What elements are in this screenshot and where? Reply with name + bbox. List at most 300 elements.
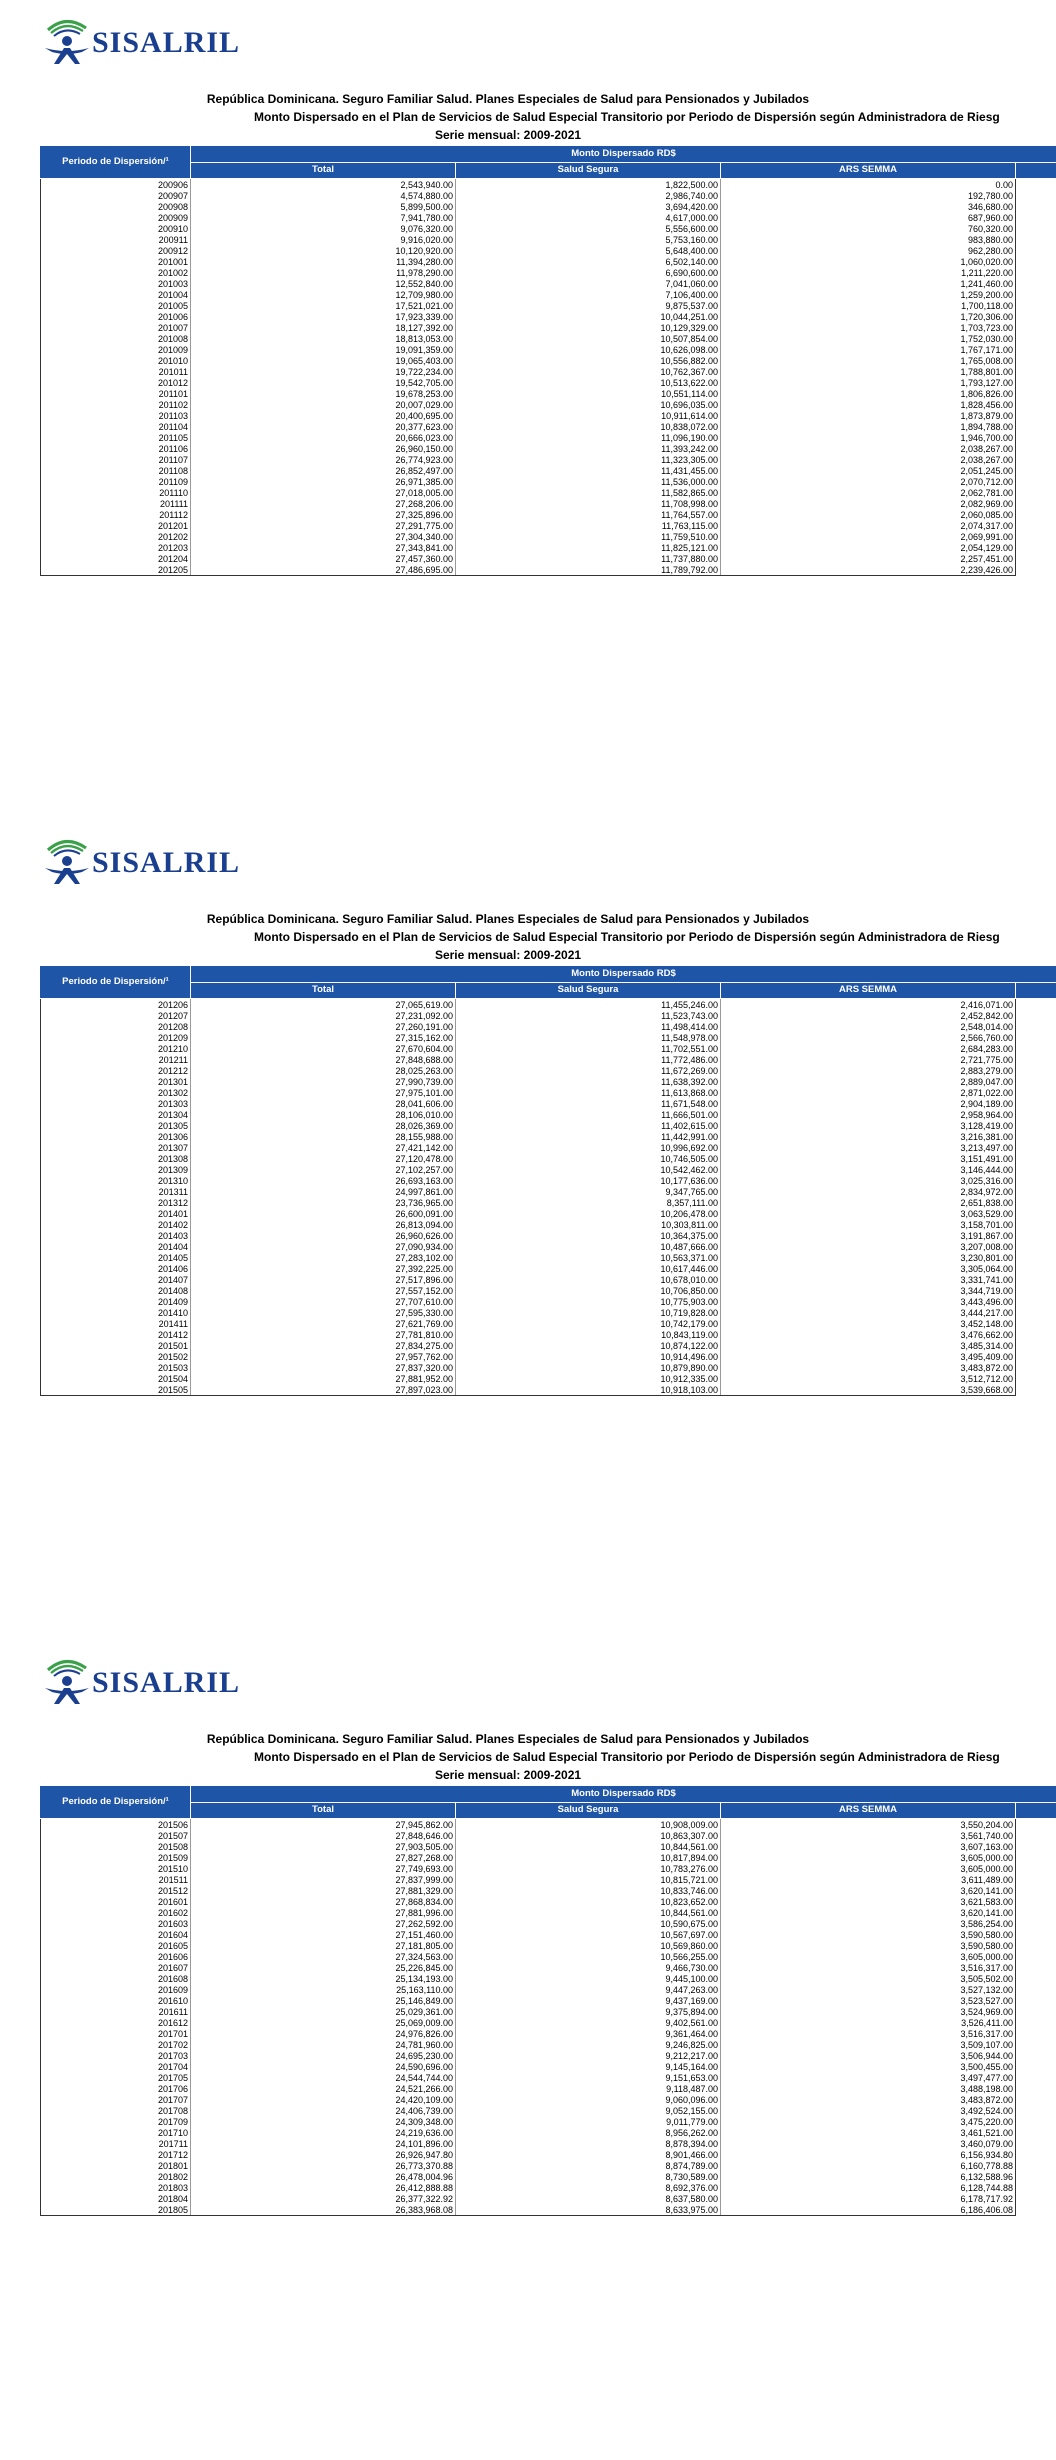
- ars-semma-cell: 1,241,460.00: [721, 278, 1016, 289]
- total-cell: 28,025,263.00: [191, 1065, 456, 1076]
- total-cell: 27,457,360.00: [191, 553, 456, 564]
- salud-segura-cell: 5,556,600.00: [456, 223, 721, 234]
- total-cell: 20,666,023.00: [191, 432, 456, 443]
- period-cell: 201006: [41, 311, 191, 322]
- period-cell: 201206: [41, 999, 191, 1011]
- ars-semma-cell: 3,158,701.00: [721, 1219, 1016, 1230]
- table-row: [41, 410, 1056, 421]
- salud-segura-cell: 10,551,114.00: [456, 388, 721, 399]
- total-cell: 27,557,152.00: [191, 1285, 456, 1296]
- salud-segura-cell: 10,817,894.00: [456, 1852, 721, 1863]
- total-cell: 24,219,636.00: [191, 2127, 456, 2138]
- salud-segura-cell: 10,762,367.00: [456, 366, 721, 377]
- col-group-amount: Monto Dispersado RD$: [191, 1786, 1056, 1803]
- ars-semma-cell: 3,444,217.00: [721, 1307, 1016, 1318]
- total-cell: 27,749,693.00: [191, 1863, 456, 1874]
- table-row: [41, 1153, 1056, 1164]
- period-cell: 201406: [41, 1263, 191, 1274]
- period-cell: 201007: [41, 322, 191, 333]
- salud-segura-cell: 10,696,035.00: [456, 399, 721, 410]
- salud-segura-cell: 10,487,666.00: [456, 1241, 721, 1252]
- total-cell: 26,377,322.92: [191, 2193, 456, 2204]
- ars-semma-cell: 3,497,477.00: [721, 2072, 1016, 2083]
- table-row: [41, 245, 1056, 256]
- salud-segura-cell: 8,637,580.00: [456, 2193, 721, 2204]
- ars-semma-cell: 3,483,872.00: [721, 1362, 1016, 1373]
- period-cell: 201510: [41, 1863, 191, 1874]
- period-cell: 201604: [41, 1929, 191, 1940]
- salud-segura-cell: 10,719,828.00: [456, 1307, 721, 1318]
- total-cell: 26,960,626.00: [191, 1230, 456, 1241]
- table-row: [41, 311, 1056, 322]
- col-period: Periodo de Dispersión/¹: [41, 146, 191, 179]
- table-row: [41, 289, 1056, 300]
- salud-segura-cell: 10,556,882.00: [456, 355, 721, 366]
- col-salud-segura: Salud Segura: [456, 162, 721, 179]
- table-row: [41, 1164, 1056, 1175]
- total-cell: 27,392,225.00: [191, 1263, 456, 1274]
- period-cell: 201209: [41, 1032, 191, 1043]
- salud-segura-cell: 8,878,394.00: [456, 2138, 721, 2149]
- ars-semma-cell: 1,828,456.00: [721, 399, 1016, 410]
- salud-segura-cell: 11,789,792.00: [456, 564, 721, 576]
- period-cell: 201011: [41, 366, 191, 377]
- period-cell: 201009: [41, 344, 191, 355]
- total-cell: 12,709,980.00: [191, 289, 456, 300]
- period-cell: 201702: [41, 2039, 191, 2050]
- ars-semma-cell: 3,605,000.00: [721, 1863, 1016, 1874]
- total-cell: 27,707,610.00: [191, 1296, 456, 1307]
- table-row: [41, 234, 1056, 245]
- report-series: Serie mensual: 2009-2021: [0, 127, 1016, 143]
- ars-semma-cell: 2,062,781.00: [721, 487, 1016, 498]
- table-row: [41, 2160, 1056, 2171]
- salud-segura-cell: 11,455,246.00: [456, 999, 721, 1011]
- table-row: [41, 377, 1056, 388]
- ars-semma-cell: 3,621,583.00: [721, 1896, 1016, 1907]
- sisalril-emblem-icon: [42, 834, 92, 886]
- period-cell: 201107: [41, 454, 191, 465]
- ars-semma-cell: 3,216,381.00: [721, 1131, 1016, 1142]
- ars-semma-cell: 1,873,879.00: [721, 410, 1016, 421]
- salud-segura-cell: 6,502,140.00: [456, 256, 721, 267]
- total-cell: 19,065,403.00: [191, 355, 456, 366]
- table-row: [41, 443, 1056, 454]
- total-cell: 26,813,094.00: [191, 1219, 456, 1230]
- ars-semma-cell: 1,259,200.00: [721, 289, 1016, 300]
- dispersion-table: [40, 145, 1056, 576]
- ars-semma-cell: 3,483,872.00: [721, 2094, 1016, 2105]
- ars-semma-cell: 2,051,245.00: [721, 465, 1016, 476]
- salud-segura-cell: 10,914,496.00: [456, 1351, 721, 1362]
- period-cell: 201109: [41, 476, 191, 487]
- ars-semma-cell: 3,527,132.00: [721, 1984, 1016, 1995]
- table-row: [41, 1109, 1056, 1120]
- salud-segura-cell: 10,844,561.00: [456, 1841, 721, 1852]
- total-cell: 25,146,849.00: [191, 1995, 456, 2006]
- ars-semma-cell: 2,038,267.00: [721, 454, 1016, 465]
- ars-semma-cell: 3,151,491.00: [721, 1153, 1016, 1164]
- table-row: [41, 201, 1056, 212]
- salud-segura-cell: 3,694,420.00: [456, 201, 721, 212]
- table-row: [41, 267, 1056, 278]
- report-title: República Dominicana. Seguro Familiar Salud. Planes Especiales de Salud para Pensionados y Jubilados: [0, 911, 1016, 927]
- table-row: [41, 1076, 1056, 1087]
- total-cell: 27,283,102.00: [191, 1252, 456, 1263]
- total-cell: 27,102,257.00: [191, 1164, 456, 1175]
- salud-segura-cell: 10,746,505.00: [456, 1153, 721, 1164]
- salud-segura-cell: 5,753,160.00: [456, 234, 721, 245]
- table-row: [41, 1973, 1056, 1984]
- period-cell: 201408: [41, 1285, 191, 1296]
- salud-segura-cell: 9,361,464.00: [456, 2028, 721, 2039]
- period-cell: 201611: [41, 2006, 191, 2017]
- period-cell: 201304: [41, 1109, 191, 1120]
- ars-semma-cell: 3,505,502.00: [721, 1973, 1016, 1984]
- ars-semma-cell: 2,054,129.00: [721, 542, 1016, 553]
- total-cell: 25,069,009.00: [191, 2017, 456, 2028]
- col-ars-semma: ARS SEMMA: [721, 1802, 1016, 1819]
- brand-name: SISALRIL: [92, 28, 240, 58]
- period-cell: 201104: [41, 421, 191, 432]
- salud-segura-cell: 11,672,269.00: [456, 1065, 721, 1076]
- period-cell: 201505: [41, 1384, 191, 1396]
- total-cell: 27,304,340.00: [191, 531, 456, 542]
- table-row: [41, 2105, 1056, 2116]
- ars-semma-cell: 3,128,419.00: [721, 1120, 1016, 1131]
- table-row: [41, 454, 1056, 465]
- salud-segura-cell: 9,151,653.00: [456, 2072, 721, 2083]
- total-cell: 18,127,392.00: [191, 322, 456, 333]
- period-cell: 201410: [41, 1307, 191, 1318]
- table-row: [41, 476, 1056, 487]
- salud-segura-cell: 10,874,122.00: [456, 1340, 721, 1351]
- total-cell: 27,260,191.00: [191, 1021, 456, 1032]
- ars-semma-cell: 3,443,496.00: [721, 1296, 1016, 1307]
- table-row: [41, 1362, 1056, 1373]
- total-cell: 28,106,010.00: [191, 1109, 456, 1120]
- period-cell: 201010: [41, 355, 191, 366]
- period-cell: 201712: [41, 2149, 191, 2160]
- period-cell: 201101: [41, 388, 191, 399]
- salud-segura-cell: 11,523,743.00: [456, 1010, 721, 1021]
- total-cell: 25,226,845.00: [191, 1962, 456, 1973]
- ars-semma-cell: 2,069,991.00: [721, 531, 1016, 542]
- salud-segura-cell: 10,678,010.00: [456, 1274, 721, 1285]
- table-row: [41, 1274, 1056, 1285]
- ars-semma-cell: 6,160,778.88: [721, 2160, 1016, 2171]
- col-period: Periodo de Dispersión/¹: [41, 1786, 191, 1819]
- ars-semma-cell: 1,788,801.00: [721, 366, 1016, 377]
- table-row: [41, 1252, 1056, 1263]
- period-cell: 201207: [41, 1010, 191, 1021]
- total-cell: 27,897,023.00: [191, 1384, 456, 1396]
- period-cell: 201303: [41, 1098, 191, 1109]
- salud-segura-cell: 10,911,614.00: [456, 410, 721, 421]
- salud-segura-cell: 9,437,169.00: [456, 1995, 721, 2006]
- period-cell: 200911: [41, 234, 191, 245]
- period-cell: 201603: [41, 1918, 191, 1929]
- table-row: [41, 366, 1056, 377]
- period-cell: 200910: [41, 223, 191, 234]
- total-cell: 27,957,762.00: [191, 1351, 456, 1362]
- salud-segura-cell: 11,638,392.00: [456, 1076, 721, 1087]
- table-row: [41, 520, 1056, 531]
- ars-semma-cell: 2,566,760.00: [721, 1032, 1016, 1043]
- ars-semma-cell: 2,070,712.00: [721, 476, 1016, 487]
- col-total: Total: [191, 982, 456, 999]
- ars-semma-cell: 3,539,668.00: [721, 1384, 1016, 1396]
- table-row: [41, 1841, 1056, 1852]
- col-group-amount: Monto Dispersado RD$: [191, 146, 1056, 163]
- ars-semma-cell: 1,211,220.00: [721, 267, 1016, 278]
- period-cell: 201501: [41, 1340, 191, 1351]
- salud-segura-cell: 11,763,115.00: [456, 520, 721, 531]
- table-row: [41, 1995, 1056, 2006]
- col-ars-semma: ARS SEMMA: [721, 162, 1016, 179]
- ars-semma-cell: 3,485,314.00: [721, 1340, 1016, 1351]
- total-cell: 27,945,862.00: [191, 1819, 456, 1831]
- ars-semma-cell: 687,960.00: [721, 212, 1016, 223]
- ars-semma-cell: 346,680.00: [721, 201, 1016, 212]
- table-row: [41, 1296, 1056, 1307]
- total-cell: 26,383,968.08: [191, 2204, 456, 2216]
- period-cell: 201412: [41, 1329, 191, 1340]
- report-page-1: [0, 0, 1056, 820]
- total-cell: 27,421,142.00: [191, 1142, 456, 1153]
- salud-segura-cell: 11,671,548.00: [456, 1098, 721, 1109]
- salud-segura-cell: 9,212,217.00: [456, 2050, 721, 2061]
- period-cell: 201711: [41, 2138, 191, 2149]
- table-row: [41, 1874, 1056, 1885]
- salud-segura-cell: 11,536,000.00: [456, 476, 721, 487]
- table-row: [41, 2171, 1056, 2182]
- col-extra: [1016, 982, 1056, 999]
- salud-segura-cell: 10,844,561.00: [456, 1907, 721, 1918]
- ars-semma-cell: 3,146,444.00: [721, 1164, 1016, 1175]
- table-row: [41, 190, 1056, 201]
- salud-segura-cell: 10,177,636.00: [456, 1175, 721, 1186]
- total-cell: 17,923,339.00: [191, 311, 456, 322]
- total-cell: 27,090,934.00: [191, 1241, 456, 1252]
- period-cell: 201002: [41, 267, 191, 278]
- period-cell: 201709: [41, 2116, 191, 2127]
- sisalril-emblem-icon: [42, 14, 92, 66]
- ars-semma-cell: 3,500,455.00: [721, 2061, 1016, 2072]
- salud-segura-cell: 11,759,510.00: [456, 531, 721, 542]
- table-row: [41, 2017, 1056, 2028]
- period-cell: 201507: [41, 1830, 191, 1841]
- ars-semma-cell: 2,060,085.00: [721, 509, 1016, 520]
- ars-semma-cell: 1,720,306.00: [721, 311, 1016, 322]
- salud-segura-cell: 10,706,850.00: [456, 1285, 721, 1296]
- table-row: [41, 278, 1056, 289]
- total-cell: 11,394,280.00: [191, 256, 456, 267]
- table-row: [41, 1329, 1056, 1340]
- total-cell: 17,521,021.00: [191, 300, 456, 311]
- total-cell: 27,881,996.00: [191, 1907, 456, 1918]
- period-cell: 201102: [41, 399, 191, 410]
- salud-segura-cell: 8,730,589.00: [456, 2171, 721, 2182]
- total-cell: 25,134,193.00: [191, 1973, 456, 1984]
- report-page-2: [0, 820, 1056, 1640]
- ars-semma-cell: 3,476,662.00: [721, 1329, 1016, 1340]
- total-cell: 24,997,861.00: [191, 1186, 456, 1197]
- ars-semma-cell: 3,590,580.00: [721, 1940, 1016, 1951]
- ars-semma-cell: 3,230,801.00: [721, 1252, 1016, 1263]
- salud-segura-cell: 8,874,789.00: [456, 2160, 721, 2171]
- period-cell: 201305: [41, 1120, 191, 1131]
- period-cell: 201803: [41, 2182, 191, 2193]
- ars-semma-cell: 2,416,071.00: [721, 999, 1016, 1011]
- period-cell: 201504: [41, 1373, 191, 1384]
- report-series: Serie mensual: 2009-2021: [0, 1767, 1016, 1783]
- ars-semma-cell: 2,452,842.00: [721, 1010, 1016, 1021]
- salud-segura-cell: 11,737,880.00: [456, 553, 721, 564]
- table-row: [41, 2204, 1056, 2216]
- period-cell: 201310: [41, 1175, 191, 1186]
- table-row: [41, 388, 1056, 399]
- ars-semma-cell: 3,191,867.00: [721, 1230, 1016, 1241]
- ars-semma-cell: 3,526,411.00: [721, 2017, 1016, 2028]
- period-cell: 200907: [41, 190, 191, 201]
- period-cell: 201112: [41, 509, 191, 520]
- ars-semma-cell: 2,038,267.00: [721, 443, 1016, 454]
- salud-segura-cell: 10,742,179.00: [456, 1318, 721, 1329]
- period-cell: 201608: [41, 1973, 191, 1984]
- period-cell: 201601: [41, 1896, 191, 1907]
- ars-semma-cell: 2,684,283.00: [721, 1043, 1016, 1054]
- period-cell: 201311: [41, 1186, 191, 1197]
- salud-segura-cell: 10,626,098.00: [456, 344, 721, 355]
- table-row: [41, 1219, 1056, 1230]
- total-cell: 26,600,091.00: [191, 1208, 456, 1219]
- table-row: [41, 2028, 1056, 2039]
- period-cell: 201804: [41, 2193, 191, 2204]
- table-row: [41, 2050, 1056, 2061]
- total-cell: 9,076,320.00: [191, 223, 456, 234]
- table-row: [41, 344, 1056, 355]
- period-cell: 201508: [41, 1841, 191, 1852]
- salud-segura-cell: 9,052,155.00: [456, 2105, 721, 2116]
- table-row: [41, 999, 1056, 1011]
- salud-segura-cell: 11,442,991.00: [456, 1131, 721, 1142]
- ars-semma-cell: 2,257,451.00: [721, 553, 1016, 564]
- ars-semma-cell: 3,213,497.00: [721, 1142, 1016, 1153]
- salud-segura-cell: 10,044,251.00: [456, 311, 721, 322]
- ars-semma-cell: 3,605,000.00: [721, 1852, 1016, 1863]
- col-extra: [1016, 1802, 1056, 1819]
- table-row: [41, 2039, 1056, 2050]
- period-cell: 201001: [41, 256, 191, 267]
- salud-segura-cell: 9,466,730.00: [456, 1962, 721, 1973]
- period-cell: 201110: [41, 487, 191, 498]
- period-cell: 201705: [41, 2072, 191, 2083]
- table-row: [41, 1131, 1056, 1142]
- total-cell: 26,971,385.00: [191, 476, 456, 487]
- total-cell: 26,774,923.00: [191, 454, 456, 465]
- salud-segura-cell: 10,775,903.00: [456, 1296, 721, 1307]
- total-cell: 27,325,896.00: [191, 509, 456, 520]
- period-cell: 201103: [41, 410, 191, 421]
- col-ars-semma: ARS SEMMA: [721, 982, 1016, 999]
- total-cell: 9,916,020.00: [191, 234, 456, 245]
- ars-semma-cell: 6,128,744.88: [721, 2182, 1016, 2193]
- table-row: [41, 333, 1056, 344]
- ars-semma-cell: 962,280.00: [721, 245, 1016, 256]
- period-cell: 201710: [41, 2127, 191, 2138]
- period-cell: 201503: [41, 1362, 191, 1373]
- salud-segura-cell: 8,692,376.00: [456, 2182, 721, 2193]
- total-cell: 27,827,268.00: [191, 1852, 456, 1863]
- salud-segura-cell: 10,863,307.00: [456, 1830, 721, 1841]
- table-row: [41, 300, 1056, 311]
- period-cell: 201511: [41, 1874, 191, 1885]
- salud-segura-cell: 9,060,096.00: [456, 2094, 721, 2105]
- total-cell: 24,420,109.00: [191, 2094, 456, 2105]
- period-cell: 201506: [41, 1819, 191, 1831]
- salud-segura-cell: 11,582,865.00: [456, 487, 721, 498]
- salud-segura-cell: 10,838,072.00: [456, 421, 721, 432]
- salud-segura-cell: 10,590,675.00: [456, 1918, 721, 1929]
- period-cell: 201208: [41, 1021, 191, 1032]
- ars-semma-cell: 983,880.00: [721, 234, 1016, 245]
- total-cell: 2,543,940.00: [191, 179, 456, 191]
- total-cell: 27,881,329.00: [191, 1885, 456, 1896]
- table-row: [41, 1340, 1056, 1351]
- col-salud-segura: Salud Segura: [456, 982, 721, 999]
- total-cell: 27,268,206.00: [191, 498, 456, 509]
- salud-segura-cell: 10,569,860.00: [456, 1940, 721, 1951]
- ars-semma-cell: 1,752,030.00: [721, 333, 1016, 344]
- period-cell: 201205: [41, 564, 191, 576]
- table-row: [41, 1940, 1056, 1951]
- total-cell: 27,975,101.00: [191, 1087, 456, 1098]
- salud-segura-cell: 8,901,466.00: [456, 2149, 721, 2160]
- ars-semma-cell: 3,344,719.00: [721, 1285, 1016, 1296]
- table-row: [41, 2127, 1056, 2138]
- period-cell: 201108: [41, 465, 191, 476]
- salud-segura-cell: 10,566,255.00: [456, 1951, 721, 1962]
- ars-semma-cell: 2,721,775.00: [721, 1054, 1016, 1065]
- table-row: [41, 1984, 1056, 1995]
- period-cell: 201210: [41, 1043, 191, 1054]
- ars-semma-cell: 3,495,409.00: [721, 1351, 1016, 1362]
- period-cell: 201005: [41, 300, 191, 311]
- period-cell: 201203: [41, 542, 191, 553]
- period-cell: 201004: [41, 289, 191, 300]
- total-cell: 26,926,947.80: [191, 2149, 456, 2160]
- ars-semma-cell: 3,523,527.00: [721, 1995, 1016, 2006]
- total-cell: 24,406,739.00: [191, 2105, 456, 2116]
- table-row: [41, 2182, 1056, 2193]
- sisalril-emblem-icon: [42, 1654, 92, 1706]
- total-cell: 27,881,952.00: [191, 1373, 456, 1384]
- table-row: [41, 1175, 1056, 1186]
- total-cell: 27,120,478.00: [191, 1153, 456, 1164]
- total-cell: 11,978,290.00: [191, 267, 456, 278]
- ars-semma-cell: 3,509,107.00: [721, 2039, 1016, 2050]
- salud-segura-cell: 11,666,501.00: [456, 1109, 721, 1120]
- ars-semma-cell: 3,492,524.00: [721, 2105, 1016, 2116]
- period-cell: 201704: [41, 2061, 191, 2072]
- salud-segura-cell: 9,246,825.00: [456, 2039, 721, 2050]
- report-page-3: [0, 1640, 1056, 2460]
- total-cell: 27,837,999.00: [191, 1874, 456, 1885]
- total-cell: 27,595,330.00: [191, 1307, 456, 1318]
- table-row: [41, 2138, 1056, 2149]
- salud-segura-cell: 10,823,652.00: [456, 1896, 721, 1907]
